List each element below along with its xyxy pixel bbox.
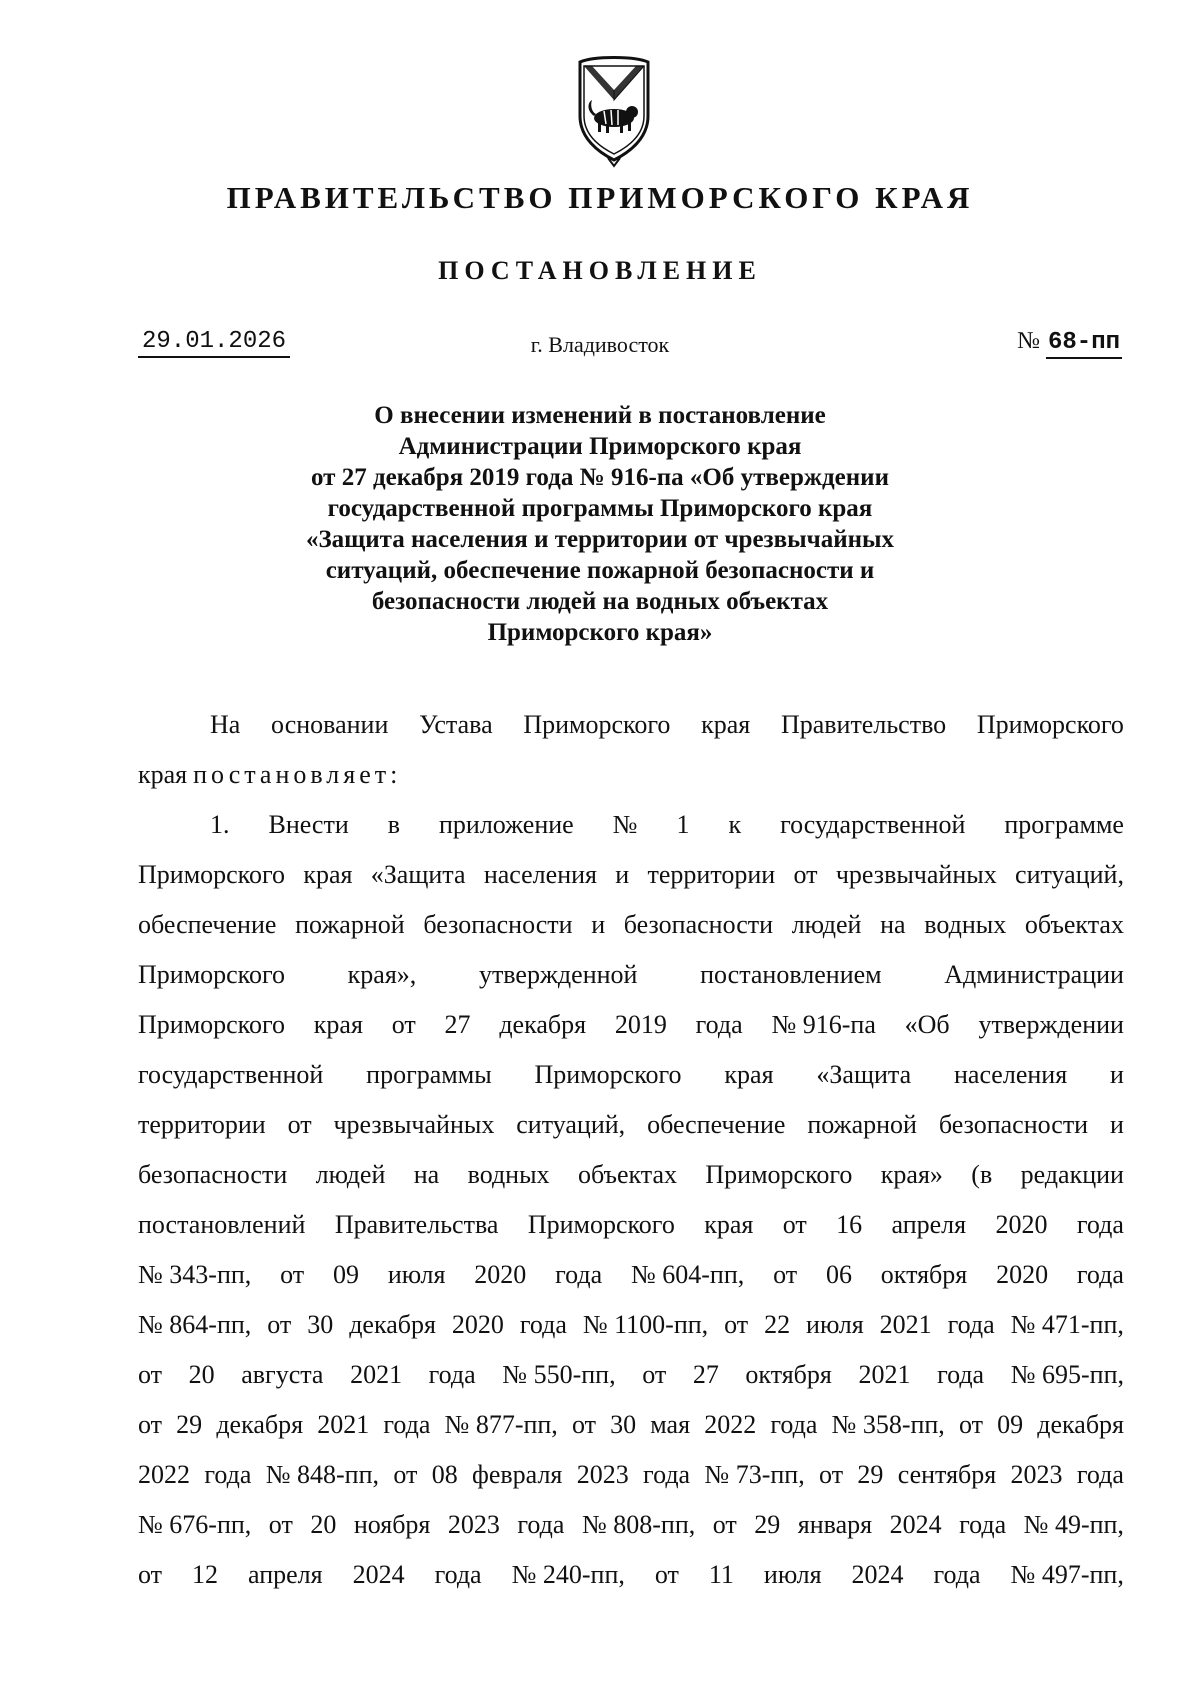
word: № 808-пп,: [581, 1510, 696, 1539]
word: населения: [954, 1060, 1068, 1089]
word: 2023: [1010, 1460, 1063, 1489]
word: года: [555, 1260, 603, 1289]
word: № 877-пп,: [444, 1410, 558, 1439]
word: февраля: [472, 1460, 563, 1489]
word: края: [138, 760, 188, 789]
word: чрезвычайных: [835, 860, 997, 889]
word: и: [591, 910, 606, 939]
word: территории: [138, 1110, 266, 1139]
word: года: [770, 1410, 818, 1439]
word: и: [615, 860, 630, 889]
word: от: [287, 1110, 312, 1139]
word: 2023: [576, 1460, 629, 1489]
word: 16: [836, 1210, 863, 1239]
word: безопасности: [423, 910, 573, 939]
word: 2024: [851, 1560, 904, 1589]
word: от: [819, 1460, 844, 1489]
word: Приморского: [976, 710, 1124, 739]
word: декабря: [216, 1410, 304, 1439]
word: объектах: [577, 1160, 678, 1189]
word: Устава: [419, 710, 493, 739]
word: № 695-пп,: [1010, 1360, 1124, 1389]
word: края: [701, 710, 751, 739]
word: 2022: [138, 1460, 190, 1489]
word: «Защита: [816, 1060, 912, 1089]
word: обеспечение: [138, 910, 277, 939]
word: 08: [431, 1460, 458, 1489]
word: от: [782, 1210, 807, 1239]
word: людей: [791, 910, 862, 939]
word: (в: [971, 1160, 993, 1189]
word: от: [654, 1560, 679, 1589]
heading-line: от 27 декабря 2019 года № 916-па «Об утверждении: [311, 464, 889, 491]
word: № 864-пп,: [138, 1310, 252, 1339]
word: водных: [467, 1160, 550, 1189]
word: года: [434, 1560, 482, 1589]
word: № 676-пп,: [138, 1510, 252, 1539]
word: декабря: [349, 1310, 436, 1339]
word: Приморского: [705, 1160, 853, 1189]
word: 2021: [350, 1360, 403, 1389]
word: утверждении: [978, 1010, 1124, 1039]
document-date: 29.01.2026: [138, 328, 290, 358]
word: края»: [880, 1160, 943, 1189]
word: пожарной: [295, 910, 405, 939]
word: № 73-пп,: [704, 1460, 805, 1489]
word: людей: [315, 1160, 386, 1189]
word: на: [880, 910, 906, 939]
word: безопасности: [938, 1110, 1089, 1139]
body-line: [138, 1150, 1124, 1200]
word: края: [724, 1060, 774, 1089]
heading-line: государственной программы Приморского края: [327, 495, 873, 522]
word: № 604-пп,: [630, 1260, 745, 1289]
body-line: [138, 1450, 1124, 1500]
word: 12: [192, 1560, 219, 1589]
word: и: [1110, 1060, 1124, 1089]
word: апреля: [891, 1210, 967, 1239]
word: июля: [387, 1260, 446, 1289]
preamble-line: [138, 750, 1124, 800]
word: ситуаций,: [516, 1110, 626, 1139]
word: года: [1076, 1460, 1124, 1489]
word: года: [204, 1460, 252, 1489]
word: от: [391, 1010, 416, 1039]
word: января: [797, 1510, 873, 1539]
body-line: [138, 1300, 1124, 1350]
word: 2021: [879, 1310, 932, 1339]
word: 2020: [995, 1210, 1048, 1239]
word: № 49-пп,: [1023, 1510, 1124, 1539]
word: государственной: [780, 810, 966, 839]
word: июля: [763, 1560, 822, 1589]
word: года: [695, 1010, 743, 1039]
word: утвержденной: [478, 960, 638, 989]
heading-line: ситуаций, обеспечение пожарной безопасности и: [325, 557, 875, 584]
heading-line: О внесении изменений в постановление: [374, 402, 826, 429]
document-city: г. Владивосток: [530, 332, 670, 357]
word: Приморского: [527, 1210, 675, 1239]
word: постановлений: [138, 1210, 306, 1239]
word: 2020: [451, 1310, 504, 1339]
word: территории: [647, 860, 776, 889]
heading-line: безопасности людей на водных объектах: [371, 588, 829, 615]
word: от: [393, 1460, 418, 1489]
word: 2022: [704, 1410, 757, 1439]
word: года: [517, 1510, 565, 1539]
document-number-prefix: №: [1017, 328, 1040, 354]
word: № 1100-пп,: [582, 1310, 709, 1339]
body-line: [138, 1550, 1124, 1600]
word: года: [1076, 1210, 1124, 1239]
word: ноября: [353, 1510, 431, 1539]
word: 09: [997, 1410, 1024, 1439]
word: Приморского: [534, 1060, 682, 1089]
word: № 343-пп,: [138, 1260, 252, 1289]
word: 11: [708, 1560, 734, 1589]
word: 30: [610, 1410, 637, 1439]
word: от: [268, 1510, 293, 1539]
heading-line: «Защита населения и территории от чрезвычайных: [305, 526, 895, 553]
word: апреля: [248, 1560, 323, 1589]
document-body: [138, 700, 1124, 1600]
word: года: [933, 1560, 981, 1589]
word: от: [642, 1360, 667, 1389]
government-title: ПРАВИТЕЛЬСТВО ПРИМОРСКОГО КРАЯ: [226, 180, 974, 215]
body-line: [138, 850, 1124, 900]
word: Приморского: [523, 710, 671, 739]
word: №: [612, 810, 638, 839]
word: приложение: [439, 810, 574, 839]
word: пожарной: [807, 1110, 917, 1139]
word: края: [303, 860, 353, 889]
body-line: [138, 1000, 1124, 1050]
preamble-line: [138, 700, 1124, 750]
item-1-text: [138, 850, 1124, 1600]
word: от: [267, 1310, 292, 1339]
body-line: [138, 1400, 1124, 1450]
body-line: [138, 1500, 1124, 1550]
word: водных: [924, 910, 1007, 939]
word: 20: [310, 1510, 337, 1539]
heading-line: Администрации Приморского края: [398, 433, 802, 460]
word: от: [280, 1260, 305, 1289]
word: края: [313, 1010, 363, 1039]
document-type: ПОСТАНОВЛЕНИЕ: [438, 256, 762, 285]
word: программе: [1004, 810, 1124, 839]
word: 2021: [858, 1360, 911, 1389]
word: октября: [880, 1260, 968, 1289]
word: края: [704, 1210, 754, 1239]
word: года: [383, 1410, 431, 1439]
word: от: [773, 1260, 798, 1289]
word: от: [958, 1410, 983, 1439]
word: Приморского: [138, 860, 286, 889]
document-number: [1017, 328, 1122, 356]
word: редакции: [1020, 1160, 1124, 1189]
word: 27: [692, 1360, 719, 1389]
word: ситуаций,: [1015, 860, 1124, 889]
heading-line: Приморского края»: [487, 619, 713, 646]
word: безопасности: [138, 1160, 288, 1189]
word: августа: [241, 1360, 324, 1389]
word: года: [643, 1460, 691, 1489]
body-line: [138, 1250, 1124, 1300]
word: «Защита: [370, 860, 466, 889]
word: года: [1076, 1260, 1124, 1289]
word: Внести: [268, 810, 349, 839]
word: Приморского: [138, 960, 286, 989]
word: от: [138, 1560, 163, 1589]
word: от: [138, 1360, 163, 1389]
word: № 240-пп,: [511, 1560, 625, 1589]
word: населения: [483, 860, 597, 889]
word: 20: [188, 1360, 215, 1389]
word: Приморского: [138, 1010, 286, 1039]
word: года: [959, 1510, 1007, 1539]
word: Администрации: [944, 960, 1124, 989]
word: «Об: [904, 1010, 950, 1039]
word: и: [1109, 1110, 1124, 1139]
word: 1: [676, 810, 690, 839]
word: 2021: [317, 1410, 370, 1439]
body-line: [138, 1200, 1124, 1250]
word: Правительство: [780, 710, 947, 739]
body-line: [138, 900, 1124, 950]
body-line: [138, 1350, 1124, 1400]
body-line: [138, 1050, 1124, 1100]
word: постановлением: [700, 960, 882, 989]
item-1-line: [138, 800, 1124, 850]
word: 29: [857, 1460, 884, 1489]
word: на: [413, 1160, 440, 1189]
word: года: [519, 1310, 567, 1339]
word: № 471-пп,: [1010, 1310, 1124, 1339]
word: обеспечение: [647, 1110, 786, 1139]
word: 30: [307, 1310, 334, 1339]
word: № 848-пп,: [265, 1460, 379, 1489]
word: объектах: [1024, 910, 1124, 939]
coat-of-arms-icon: [574, 54, 654, 170]
word: 29: [754, 1510, 781, 1539]
word: 2020: [474, 1260, 527, 1289]
word: 2023: [447, 1510, 500, 1539]
word: № 550-пп,: [502, 1360, 616, 1389]
resolves-word: постановляет:: [193, 760, 402, 789]
word: Правительства: [334, 1210, 499, 1239]
word: 2024: [352, 1560, 405, 1589]
word: к: [728, 810, 742, 839]
document-number-value: 68-пп: [1046, 329, 1122, 359]
document-heading: [200, 400, 1000, 648]
word: от: [724, 1310, 749, 1339]
word: чрезвычайных: [333, 1110, 495, 1139]
word: октября: [745, 1360, 832, 1389]
word: сентября: [897, 1460, 997, 1489]
word: 2019: [614, 1010, 667, 1039]
word: от: [571, 1410, 596, 1439]
word: года: [947, 1310, 995, 1339]
word: в: [387, 810, 401, 839]
word: года: [428, 1360, 476, 1389]
word: основании: [271, 710, 389, 739]
word: 27: [444, 1010, 471, 1039]
word: программы: [366, 1060, 492, 1089]
word: 1.: [210, 810, 230, 839]
word: декабря: [1037, 1410, 1124, 1439]
word: 2024: [889, 1510, 942, 1539]
word: государственной: [138, 1060, 324, 1089]
word: края»,: [347, 960, 417, 989]
word: от: [138, 1410, 163, 1439]
body-line: [138, 950, 1124, 1000]
word: от: [793, 860, 818, 889]
word: На: [210, 710, 241, 739]
word: 06: [825, 1260, 852, 1289]
word: 22: [764, 1310, 791, 1339]
word: 09: [332, 1260, 359, 1289]
word: июля: [806, 1310, 864, 1339]
body-line: [138, 1100, 1124, 1150]
word: № 497-пп,: [1010, 1560, 1124, 1589]
word: года: [937, 1360, 985, 1389]
word: 2020: [996, 1260, 1049, 1289]
word: № 358-пп,: [831, 1410, 945, 1439]
word: мая: [650, 1410, 691, 1439]
word: № 916-па: [771, 1010, 876, 1039]
word: от: [712, 1510, 737, 1539]
word: 29: [176, 1410, 203, 1439]
word: декабря: [499, 1010, 587, 1039]
word: безопасности: [623, 910, 774, 939]
